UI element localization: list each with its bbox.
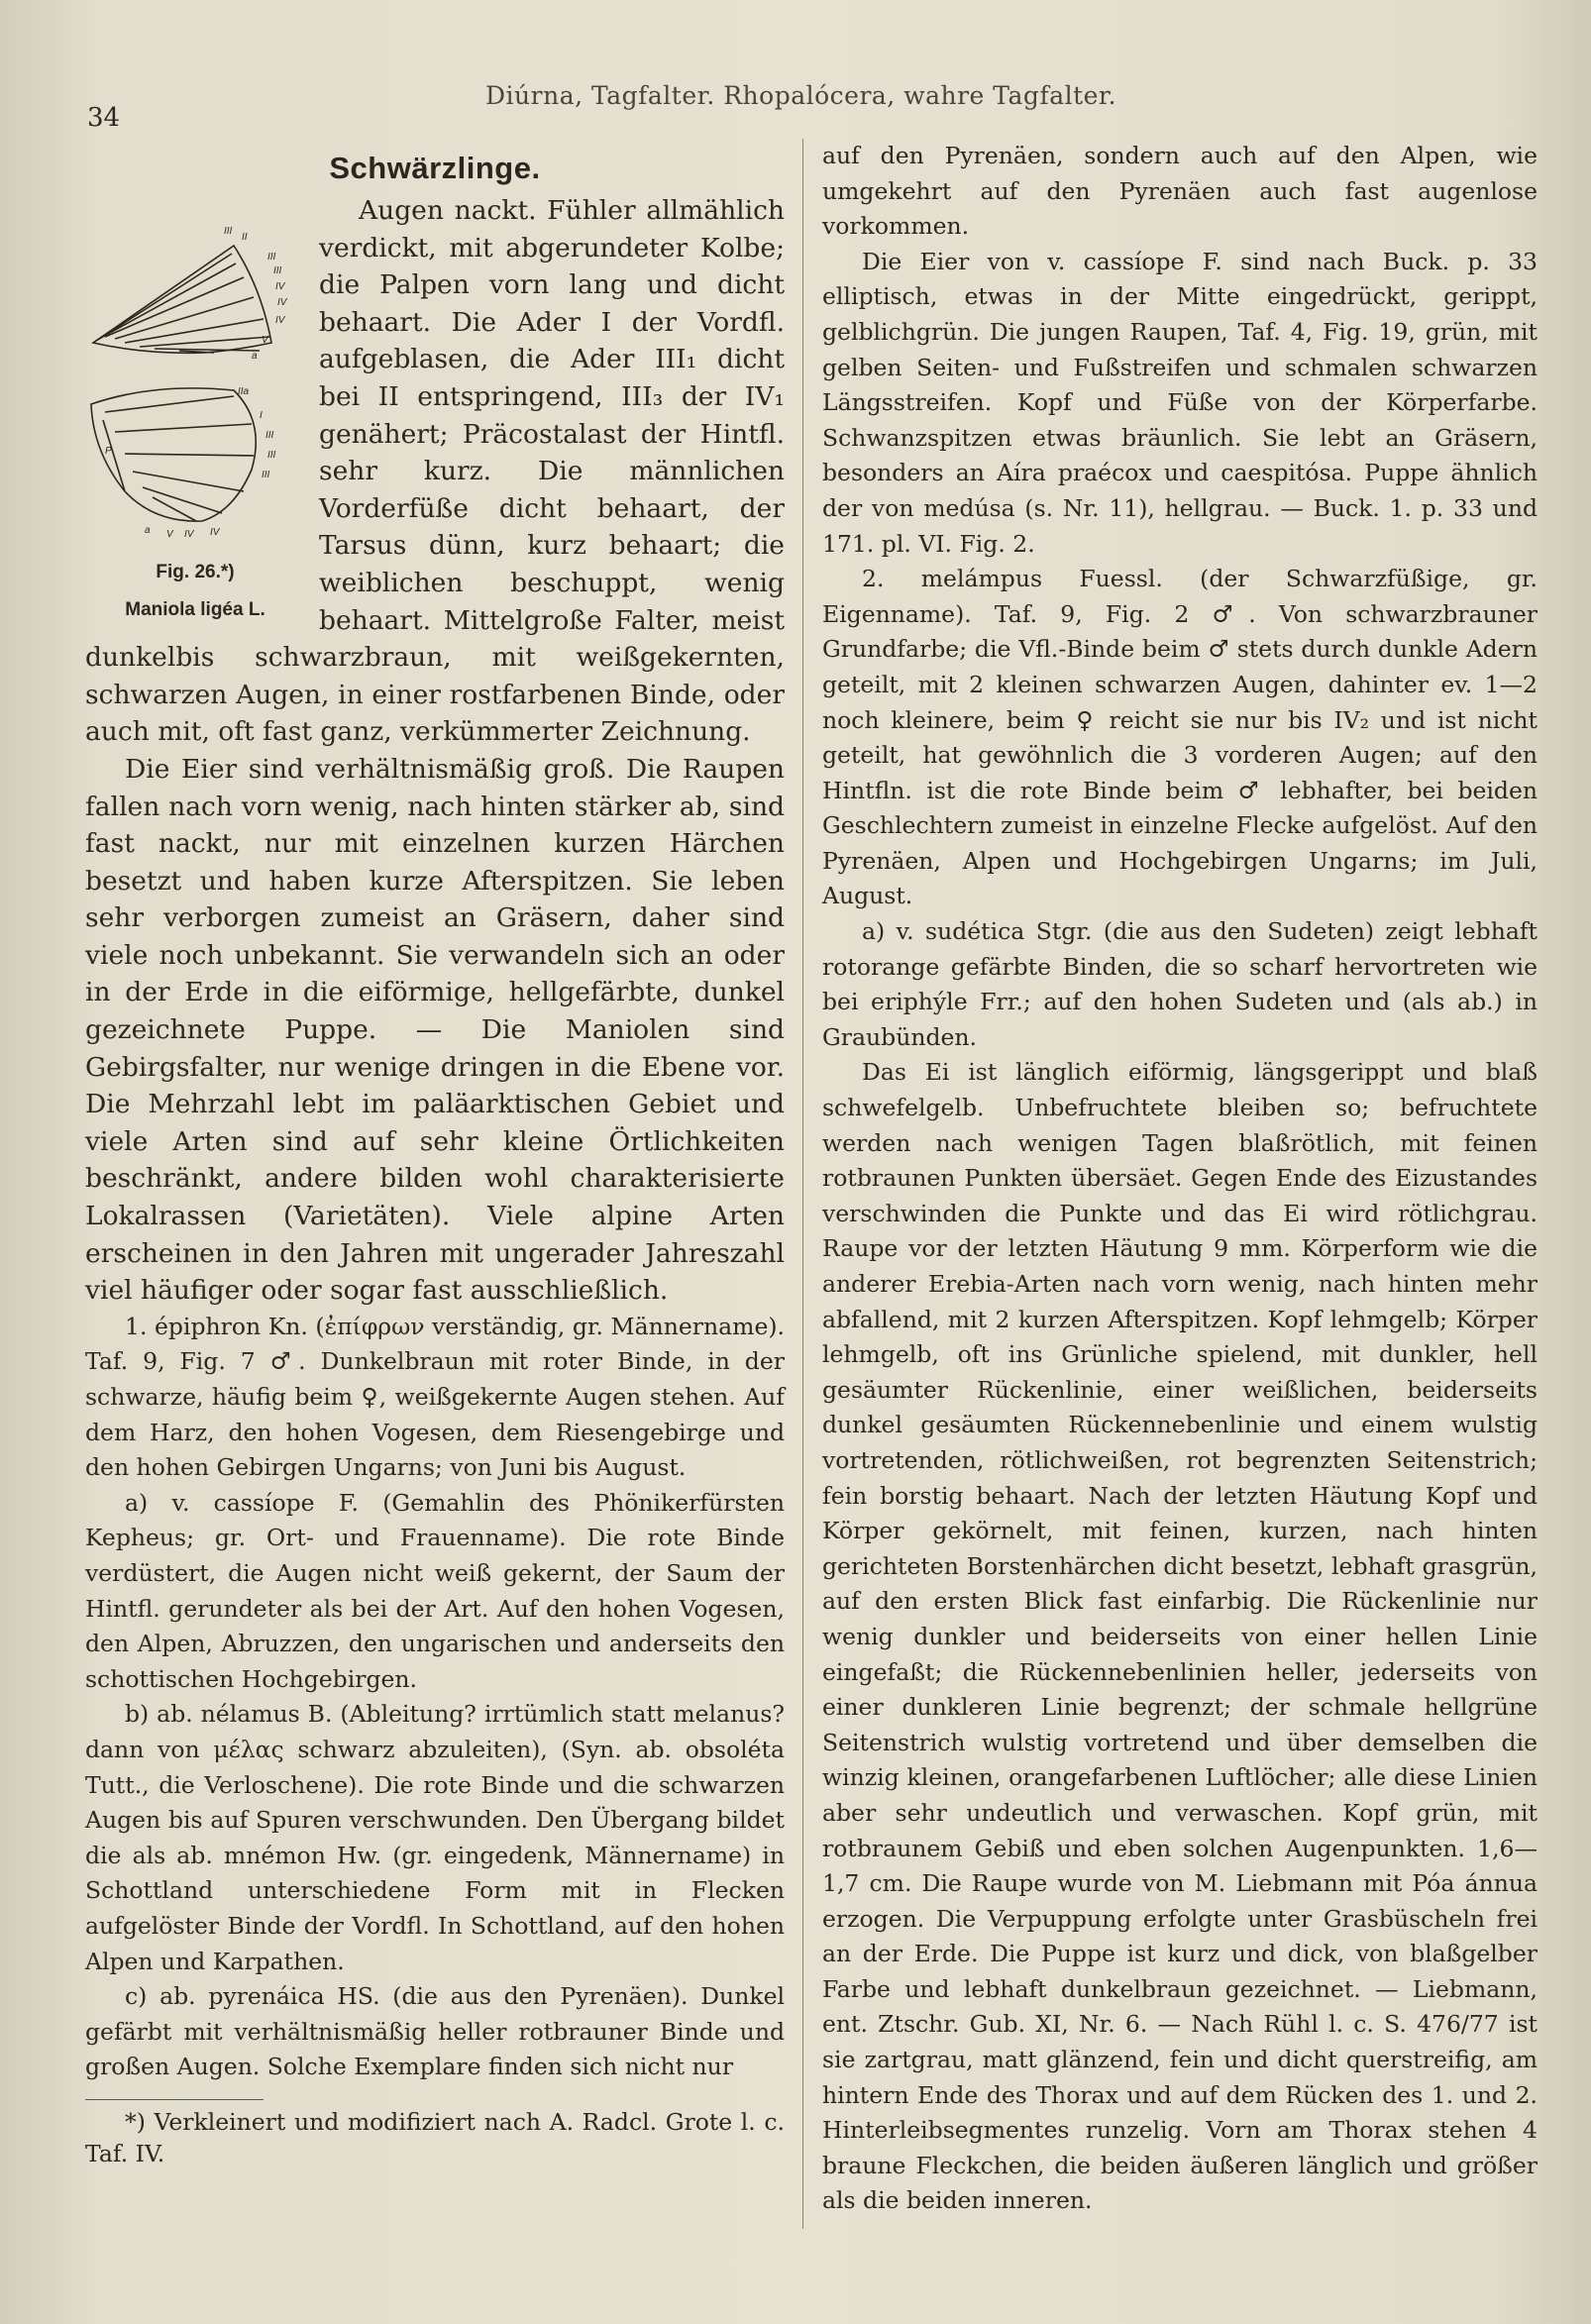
left-paragraph-2: Die Eier sind verhältnismäßig groß. Die Raupen fallen nach vorn wenig, nach hinten stärker ab, sind fast nackt, nur mit einzelnen kurzen Härchen besetzt und haben kurze Afterspitzen. Sie leben sehr verborgen zumeist an Gräsern, daher sind viele noch unbekannt. Sie verwandeln sich an oder in der Erde in die eiförmige, hellgefärbte, dunkel gezeichnete Puppe. — Die Maniolen sind Gebirgsfalter, nur wenige dringen in die Ebene vor. Die Mehrzahl lebt im paläarktischen Gebiet und viele Arten sind auf sehr kleine Örtlichkeiten beschränkt, andere bilden wohl charakterisierte Lokalrassen (Varietäten). Viele alpine Arten erscheinen in den Jahren mit ungerader Jahreszahl viel häufiger oder sogar fast ausschließlich. (85, 753, 785, 1307)
svg-text:IV: IV (210, 527, 220, 538)
variety-sudetica: a) v. sudética Stgr. (die aus den Sudeten) zeigt lebhaft rotorange gefärbte Binden, die so scharf hervortreten wie bei eriphýle Frr.; auf den hohen Sudeten und (als ab.) in Graubünden. (822, 917, 1538, 1051)
svg-text:III: III (267, 450, 276, 461)
svg-text:IIa: IIa (238, 386, 250, 397)
species-melampus: 2. melámpus Fuessl. (der Schwarzfüßige, gr. Eigenname). Taf. 9, Fig. 2 ♂. Von schwarzbrauner Grundfarbe; die Vfl.-Binde beim ♂ stets durch dunkle Adern geteilt, mit 2 kleinen schwarzen Augen, dahinter ev. 1—2 noch kleinere, beim ♀ reicht sie nur bis IV₂ und ist nicht geteilt, hat gewöhnlich die 3 vorderen Augen; auf den Hintfln. ist die rote Binde beim ♂ lebhafter, bei beiden Geschlechtern zumeist in einzelne Flecke aufgelöst. Auf den Pyrenäen, Alpen und Hochgebirgen Ungarns; im Juli, August. (822, 565, 1538, 910)
svg-text:P: P (105, 446, 112, 457)
svg-text:IV: IV (277, 297, 287, 308)
left-column (85, 139, 785, 2169)
svg-text:V: V (262, 335, 268, 346)
svg-text:III: III (265, 430, 274, 441)
variety-cassiope: a) v. cassíope F. (Gemahlin des Phönikerfürsten Kepheus; gr. Ort- und Frauenname). Die rote Binde verdüstert, die Augen nicht weiß gekernt, der Saum der Hintfl. gerundeter als bei der Art. Auf den hohen Vogesen, den Alpen, Abruzzen, den ungarischen und anderseits den schottischen Hochgebirgen. (85, 1488, 785, 1693)
section-title: Schwärzlinge. (329, 151, 541, 185)
right-column (822, 139, 1538, 2219)
page-header (0, 81, 1591, 131)
cassiope-eggs-paragraph: Die Eier von v. cassíope F. sind nach Buck. p. 33 elliptisch, etwas in der Mitte eingedrückt, gerippt, gelblichgrün. Die jungen Raupen, Taf. 4, Fig. 19, grün, mit gelben Seiten- und Fußstreifen und schmalen schwarzen Längsstreifen. Kopf und Füße von der Körperfarbe. Schwanzspitzen etwas bräunlich. Sie lebt an Gräsern, besonders an Aíra praécox und caespitósa. Puppe ähnlich der von medúsa (s. Nr. 11), hellgrau. — Buck. 1. p. 33 und 171. pl. VI. Fig. 2. (822, 247, 1538, 558)
footnote: *) Verkleinert und modifiziert nach A. Radcl. Grote l. c. Taf. IV. (85, 2107, 785, 2167)
svg-text:IV: IV (275, 281, 285, 292)
svg-text:III: III (224, 226, 233, 237)
wing-venation-diagram (85, 194, 305, 551)
column-divider (802, 139, 803, 2229)
svg-text:V: V (166, 529, 173, 540)
svg-text:III: III (262, 470, 270, 480)
wing-venation-figure (85, 194, 305, 625)
figure-caption-number: Fig. 26.*) (156, 562, 235, 582)
svg-text:II: II (242, 232, 248, 243)
svg-text:IV: IV (184, 529, 194, 540)
melampus-life-history: Das Ei ist länglich eiförmig, längsgerippt und blaß schwefelgelb. Unbefruchtete bleiben so; befruchtete werden nach wenigen Tagen blaßrötlich, mit feinen rotbraunen Punkten übersäet. Gegen Ende des Eizustandes verschwinden die Punkte und das Ei wird rötlichgrau. Raupe vor der letzten Häutung 9 mm. Körperform wie die anderer Erebia-Arten nach vorn wenig, nach hinten mehr abfallend, mit 2 kurzen Afterspitzen. Kopf lehmgelb; Körper lehmgelb, oft ins Grünliche spielend, mit dunkler, hell gesäumter Rückenlinie, einer weißlichen, beiderseits dunkel gesäumten Rückennebenlinie und einem wulstig vortretenden, rötlichweißen, rot begrenzten Seitenstrich; fein borstig behaart. Nach der letzten Häutung Kopf und Körper gekörnelt, mit feinen, kurzen, nach hinten gerichteten Borstenhärchen dicht besetzt, lebhaft grasgrün, auf den ersten Blick fast einfarbig. Die Rückenlinie nur wenig dunkler und beiderseits von einer hellen Linie eingefaßt; die Rückennebenlinien heller, jederseits von einer dunkleren Linie begrenzt; der schmale hellgrüne Seitenstrich wulstig vortretend und über demselben die winzig kleinen, orangefarbenen Luftlöcher; alle diese Linien aber sehr undeutlich und verwaschen. Kopf grün, mit rotbraunem Gebiß und eben solchen Augenpunkten. 1,6—1,7 cm. Die Raupe wurde von M. Liebmann mit Póa ánnua erzogen. Die Verpuppung erfolgte unter Grasbüscheln frei an der Erde. Die Puppe ist kurz und dick, von blaßgelber Farbe und lebhaft dunkelbraun gezeichnet. — Liebmann, ent. Ztschr. Gub. XI, Nr. 6. — Nach Rühl l. c. S. 476/77 ist sie zartgrau, matt glänzend, fein und dicht querstreifig, am hintern Ende des Thorax und auf dem Rücken des 1. und 2. Hinterleibsegmentes runzelig. Vorn am Thorax stehen 4 braune Fleckchen, die beiden äußeren länglich und größer als die beiden inneren. (822, 1058, 1538, 2215)
aberration-nelamus: b) ab. nélamus B. (Ableitung? irrtümlich statt melanus? dann von μέλας schwarz abzuleiten), (Syn. ab. obsoléta Tutt., die Verloschene). Die rote Binde und die schwarzen Augen bis auf Spuren verschwunden. Den Übergang bildet die als ab. mnémon Hw. (gr. eingedenk, Männername) in Schottland unterschiedene Form mit in Flecken aufgelöster Binde der Vordfl. In Schottland, auf den hohen Alpen und Karpathen. (85, 1700, 785, 1975)
footnote-rule (85, 2099, 264, 2100)
left-paragraph-1-text: Augen nackt. Fühler allmählich verdickt, mit abgerundeter Kolbe; die Palpen vorn lang und dicht behaart. Die Ader I der Vordfl. aufgeblasen, die Ader III₁ dicht bei II entspringend, III₃ der IV₁ genähert; Präcostalast der Hintfl. sehr kurz. Die männlichen Vorderfüße dicht behaart, der Tarsus dünn, kurz behaart; die weiblichen beschuppt, wenig behaart. Mittelgroße Falter, meist dunkelbis schwarzbraun, mit weißgekernten, schwarzen Augen, in einer rostfarbenen Binde, oder auch mit, oft fast ganz, verkümmerter Zeichnung. (85, 195, 785, 748)
figure-caption-species: Maniola ligéa L. (125, 598, 265, 620)
left-paragraph-1 (85, 192, 785, 751)
aberration-pyrenaica: c) ab. pyrenáica HS. (die aus den Pyrenäen). Dunkel gefärbt mit verhältnismäßig heller rotbrauner Binde und großen Augen. Solche Exemplare finden sich nicht nur (85, 1982, 785, 2081)
svg-text:III: III (273, 265, 282, 276)
page-number: 34 (87, 103, 121, 133)
svg-text:III: III (267, 252, 276, 263)
svg-text:a: a (252, 351, 258, 362)
svg-text:a: a (145, 525, 151, 536)
right-paragraph-1: auf den Pyrenäen, sondern auch auf den Alpen, wie umgekehrt auf den Pyrenäen auch fast augenlose vorkommen. (822, 142, 1538, 241)
species-epiphron: 1. épiphron Kn. (ἐπίφρων verständig, gr. Männername). Taf. 9, Fig. 7 ♂. Dunkelbraun mit roter Binde, in der schwarze, häufig beim ♀, weißgekernte Augen stehen. Auf dem Harz, den hohen Vogesen, dem Riesengebirge und den hohen Gebirgen Ungarns; von Juni bis August. (85, 1312, 785, 1482)
svg-text:IV: IV (275, 315, 285, 326)
running-title: Diúrna, Tagfalter. Rhopalócera, wahre Tagfalter. (485, 81, 1117, 110)
svg-text:I: I (260, 410, 263, 421)
